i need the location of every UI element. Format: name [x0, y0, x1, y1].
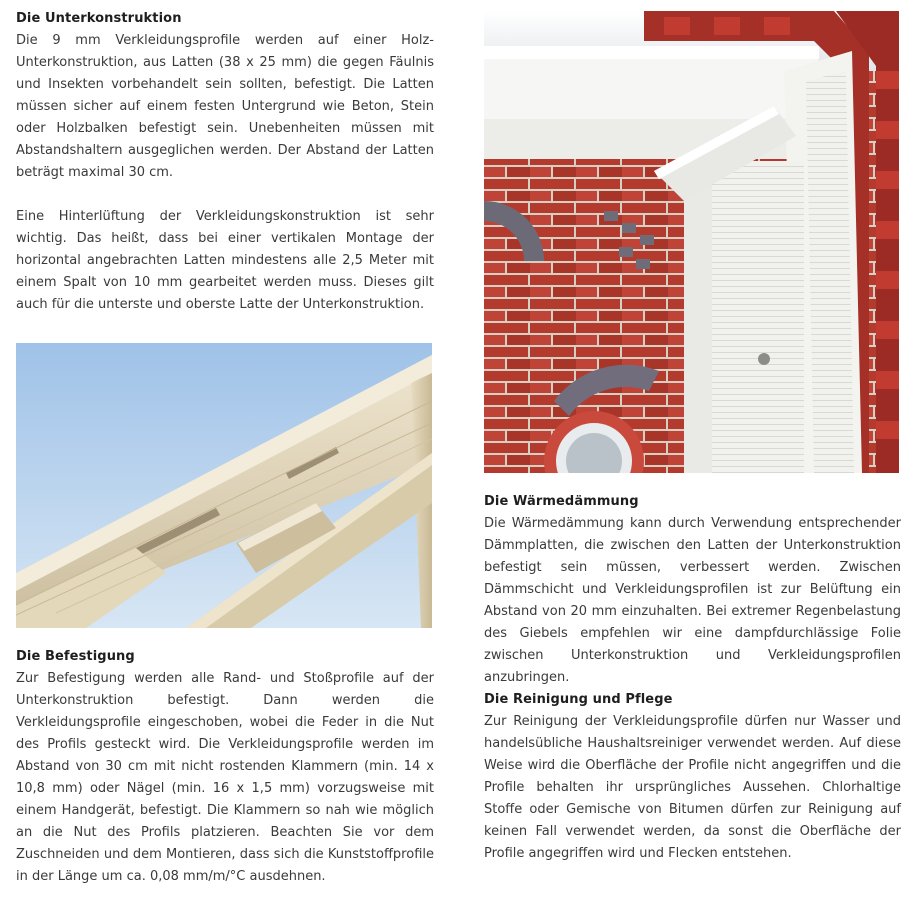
photo-gable-soffit	[484, 11, 899, 473]
heading-waermedaemmung: Die Wärmedämmung	[484, 494, 639, 509]
text-unterkonstruktion-2: Eine Hinterlüftung der Verkleidungskonstruktion ist sehr wichtig. Das heißt, dass bei einer vertikalen Montage der horizontal angebrachten Latten mindestens alle 2,5 Meter mit einem Spalt von 10 mm gearbeitet werden muss. Dieses gilt auch für die unterste und oberste Latte der Unterkonstruktion.	[16, 209, 434, 312]
text-unterkonstruktion-1: Die 9 mm Verkleidungsprofile werden auf einer Holz-Unterkonstruktion, aus Latten (38 x 25 mm) die gegen Fäulnis und Insekten vorbehandelt sein sollten, befestigt. Die Latten müssen sicher auf einem festen Untergrund wie Beton, Stein oder Holzbalken befestigt sein. Unebenheiten müssen mit Abstandshaltern ausgeglichen werden. Der Abstand der Latten beträgt maximal 30 cm.	[16, 33, 434, 180]
section-befestigung	[16, 646, 434, 888]
section-reinigung	[484, 689, 901, 865]
heading-befestigung: Die Befestigung	[16, 649, 135, 664]
photo-wood-battens	[16, 343, 432, 628]
heading-reinigung: Die Reinigung und Pflege	[484, 692, 673, 707]
section-waermedaemmung	[484, 491, 901, 689]
text-reinigung: Zur Reinigung der Verkleidungsprofile dürfen nur Wasser und handelsübliche Haushaltsreiniger verwendet werden. Auf diese Weise wird die Oberfläche der Profile nicht angegriffen und die Profile behalten ihr ursprüngliches Aussehen. Chlorhaltige Stoffe oder Gemische von Bitumen dürfen zur Reinigung auf keinen Fall verwendet werden, da sonst die Oberfläche der Profile angegriffen wird und Flecken entstehen.	[484, 714, 901, 861]
text-waermedaemmung: Die Wärmedämmung kann durch Verwendung entsprechender Dämmplatten, die zwischen den Latten der Unterkonstruktion befestigt sein müssen, verbessert werden. Zwischen Dämmschicht und Verkleidungsprofilen ist zur Belüftung ein Abstand von 20 mm einzuhalten. Bei extremer Regenbelastung des Giebels empfehlen wir eine dampfdurchlässige Folie zwischen Unterkonstruktion und Verkleidungsprofilen anzubringen.	[484, 516, 901, 685]
section-unterkonstruktion	[16, 8, 434, 316]
heading-unterkonstruktion: Die Unterkonstruktion	[16, 11, 182, 26]
text-befestigung: Zur Befestigung werden alle Rand- und Stoßprofile auf der Unterkonstruktion befestigt. Dann werden die Verkleidungsprofile eingeschoben, wobei die Feder in die Nut des Profils gesteckt wird. Die Verkleidungsprofile werden im Abstand von 30 cm mit nicht rostenden Klammern (min. 14 x 10,8 mm) oder Nägel (min. 16 x 1,5 mm) vorzugsweise mit einem Handgerät, befestigt. Die Klammern so nah wie möglich an die Nut des Profils platzieren. Beachten Sie vor dem Zuschneiden und dem Montieren, dass sich die Kunststoffprofile in der Länge um ca. 0,08 mm/m/°C ausdehnen.	[16, 671, 434, 884]
